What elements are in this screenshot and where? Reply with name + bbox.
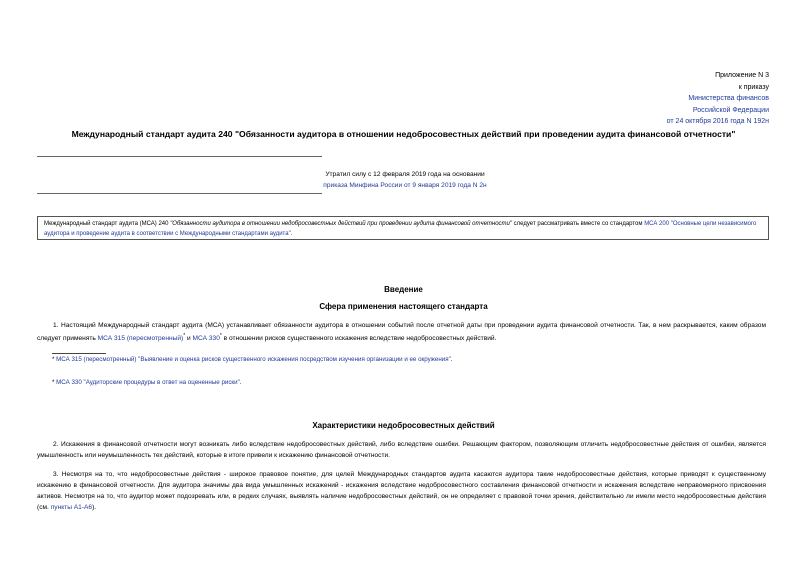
note-text-2: следует рассматривать вместе со стандартом	[512, 221, 645, 227]
para1-text-2: и	[185, 335, 193, 343]
lost-force-order-link[interactable]: приказа Минфина России от 9 января 2019 года N 2н	[323, 181, 487, 189]
paragraph-1	[37, 320, 766, 344]
page-title: Международный стандарт аудита 240 "Обязанности аудитора в отношении недобросовестных действий при проведении аудита финансовой отчетности"	[71, 129, 736, 139]
footnote-1-link[interactable]: МСА 315 (пересмотренный) "Выявление и оценка рисков существенного искажения посредством изучения организации и ее окружения"	[56, 356, 451, 363]
note-isa200-link[interactable]: МСА 200 "Основные цели независимого аудитора и проведение аудита в соответствии с Международными стандартами аудита"	[44, 221, 757, 237]
footnote-1	[52, 355, 453, 365]
federation-link[interactable]: Российской Федерации	[692, 106, 769, 114]
paragraph-2	[37, 439, 766, 461]
appendix-header	[469, 70, 769, 128]
footnote-2-marker: *	[52, 379, 55, 386]
note-standard-name: "Обязанности аудитора в отношении недобросовестных действий при проведении аудита финансовой отчетности"	[170, 221, 512, 227]
note-text-3: .	[290, 230, 293, 237]
para3-text-2: ).	[92, 504, 97, 511]
order-date-link[interactable]: от 24 октября 2016 года N 192н	[666, 118, 769, 125]
para1-isa330-link[interactable]: МСА 330	[192, 335, 220, 343]
para3-text-1: 3. Несмотря на то, что недобросовестные действия - широкое правовое понятие, для целей Международных стандартов аудита касаются аудитора такие недобросовестные действия, которые приводят к существенному искажению в финансовой отчетности. Для аудитора значимы два вида умышленных искажений - искажения вследствие недобросовестного составления финансовой отчетности и искажения вследствие неправомерного присвоения активов. Несмотря на то, что аудитор может подозревать или, в редких случаях, выявлять наличие недобросовестных действий, он не определяет с правовой точки зрения, действительно ли имели место недобросовестные действия (см.	[37, 471, 766, 511]
section-heading-intro: Введение	[384, 285, 423, 294]
para1-footnote-mark-1[interactable]: *	[183, 333, 186, 339]
section-heading-scope: Сфера применения настоящего стандарта	[319, 302, 488, 311]
note-text-1: Международный стандарт аудита (МСА) 240	[44, 221, 171, 227]
note-box	[37, 216, 769, 240]
appendix-number: Приложение N 3	[715, 72, 769, 79]
appendix-to-order: к приказу	[738, 83, 769, 91]
paragraph-3	[37, 469, 766, 513]
lost-force-notice	[300, 170, 510, 191]
para2-text: 2. Искажения в финансовой отчетности могут возникать либо вследствие недобросовестных действий, либо вследствие ошибки. Решающим фактором, позволяющим отличить недобросовестные действия от ошибки, является умышленность или неумышленность тех действий, которые в итоге привели к искажению финансовой отчетности.	[37, 441, 766, 459]
para3-points-link[interactable]: пункты A1-A6	[50, 504, 93, 511]
para1-text-3: в отношении рисков существенного искажения вследствие недобросовестных действий.	[221, 335, 497, 343]
section-heading-characteristics: Характеристики недобросовестных действий	[312, 421, 495, 430]
footnote-1-marker: *	[52, 356, 55, 363]
footnote-2-link[interactable]: МСА 330 "Аудиторские процедуры в ответ на оцененные риски"	[56, 379, 240, 386]
divider-bottom	[37, 193, 322, 194]
divider-top	[37, 156, 322, 157]
footnote-separator	[52, 353, 106, 354]
ministry-link[interactable]: Министерства финансов	[688, 95, 769, 102]
para1-text-1: 1. Настоящий Международный стандарт аудита (МСА) устанавливает обязанности аудитора в отношении событий после отчетной даты при проведении аудита финансовой отчетности. Так, в нем раскрывается, каким образом следует применять	[37, 322, 766, 343]
footnote-1-end: .	[450, 356, 453, 363]
para1-footnote-mark-2[interactable]: *	[219, 333, 222, 339]
footnote-2	[52, 378, 242, 388]
para1-isa315-link[interactable]: МСА 315 (пересмотренный)	[97, 335, 184, 343]
footnote-2-end: .	[239, 379, 242, 386]
lost-force-text: Утратил силу с 12 февраля 2019 года на основании	[325, 171, 485, 178]
